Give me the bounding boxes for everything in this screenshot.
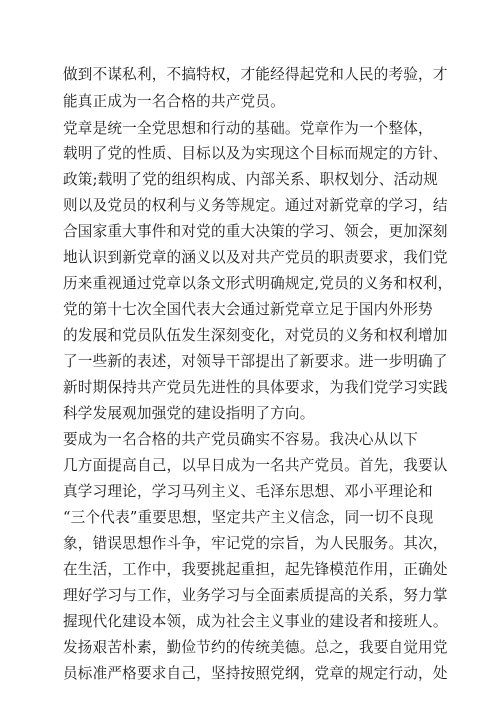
text-line: 载明了党的性质、目标以及为实现这个目标而规定的方针、 <box>63 145 448 162</box>
text-line: 新时期保持共产党员先进性的具体要求，为我们党学习实践 <box>63 379 448 396</box>
text-line: 党章是统一全党思想和行动的基础。党章作为一个整体， <box>63 120 433 137</box>
text-line: 员标准严格要求自己，坚持按照党纲，党章的规定行动，处 <box>63 665 448 682</box>
text-line: 了一些新的表述，对领导干部提出了新要求。进一步明确了 <box>63 353 448 370</box>
text-line: 理好学习与工作，业务学习与全面素质提高的关系，努力掌 <box>63 587 448 604</box>
text-line: 能真正成为一名合格的共产党员。 <box>63 93 285 110</box>
text-line: 做到不谋私利，不搞特权，才能经得起党和人民的考验，才 <box>63 66 448 83</box>
text-line: 在生活，工作中，我要挑起重担，起先锋模范作用，正确处 <box>63 561 448 578</box>
text-line: 要成为一名合格的共产党员确实不容易。我决心从以下 <box>63 431 419 448</box>
text-line: 真学习理论，学习马列主义、毛泽东思想、邓小平理论和 <box>63 483 433 500</box>
text-line: 的发展和党员队伍发生深刻变化，对党员的义务和权利增加 <box>63 327 448 344</box>
text-line: 党的第十七次全国代表大会通过新党章立足于国内外形势 <box>63 301 433 318</box>
text-line: 几方面提高自己，以早日成为一名共产党员。首先，我要认 <box>63 457 448 474</box>
text-line: 科学发展观加强党的建设指明了方向。 <box>63 405 315 422</box>
text-line: “三个代表”重要思想，坚定共产主义信念，同一切不良现 <box>63 509 434 526</box>
text-line: 历来重视通过党章以条文形式明确规定,党员的义务和权利， <box>63 275 453 292</box>
text-line: 合国家重大事件和对党的重大决策的学习、领会，更加深刻 <box>63 223 448 240</box>
text-line: 发扬艰苦朴素，勤俭节约的传统美德。总之，我要自觉用党 <box>63 639 448 656</box>
text-line: 政策;载明了党的组织构成、内部关系、职权划分、活动规 <box>63 171 438 188</box>
text-line: 握现代化建设本领，成为社会主义事业的建设者和接班人。 <box>63 613 448 630</box>
text-line: 则以及党员的权利与义务等规定。通过对新党章的学习，结 <box>63 197 448 214</box>
text-line: 象，错误思想作斗争，牢记党的宗旨，为人民服务。其次， <box>63 535 448 552</box>
text-line: 地认识到新党章的涵义以及对共产党员的职责要求，我们党 <box>63 249 448 266</box>
